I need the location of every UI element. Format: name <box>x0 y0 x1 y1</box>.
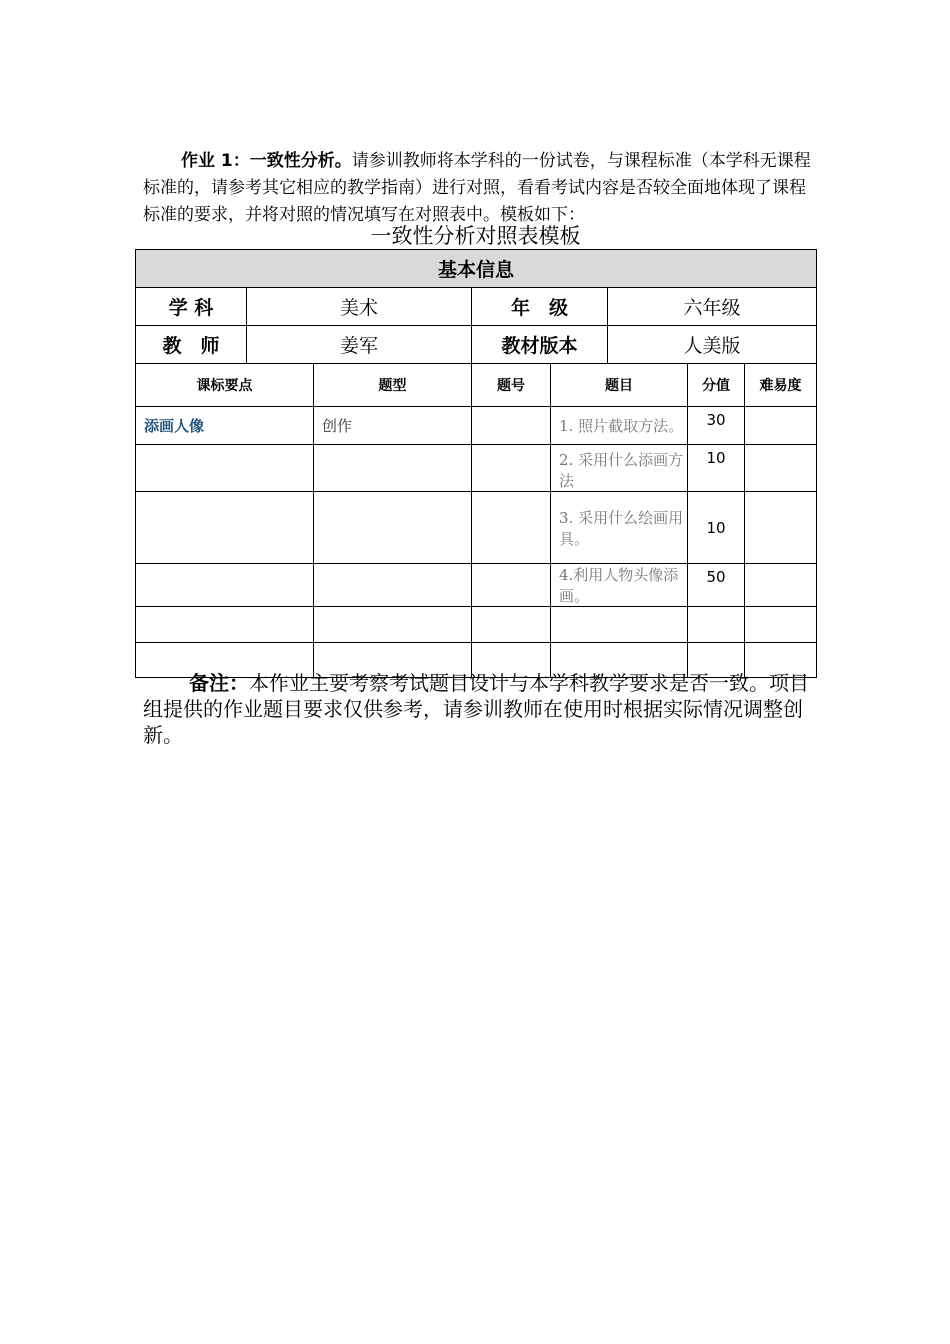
edition-value: 人美版 <box>608 326 817 364</box>
row-type <box>314 445 472 492</box>
row-point <box>136 445 314 492</box>
row-question: 3. 采用什么绘画用具。 <box>551 492 688 564</box>
row-number <box>472 564 551 607</box>
remark-body: 本作业主要考察考试题目设计与本学科教学要求是否一致。项目组提供的作业题目要求仅供参考，请参训教师在使用时根据实际情况调整创新。 <box>143 671 809 747</box>
row-point <box>136 492 314 564</box>
row-number <box>472 407 551 445</box>
grade-value: 六年级 <box>608 288 817 326</box>
assignment-lead: 作业 1：一致性分析。 <box>181 151 352 171</box>
col-header-difficulty: 难易度 <box>745 364 817 407</box>
basic-info-header: 基本信息 <box>136 250 817 288</box>
teacher-value: 姜军 <box>247 326 472 364</box>
col-header-type: 题型 <box>314 364 472 407</box>
col-header-point: 课标要点 <box>136 364 314 407</box>
col-header-score: 分值 <box>688 364 745 407</box>
subject-label: 学 科 <box>136 288 247 326</box>
row-point: 添画人像 <box>136 407 314 445</box>
col-header-question: 题目 <box>551 364 688 407</box>
row-score: 30 <box>688 407 745 445</box>
row-difficulty <box>745 407 817 445</box>
subject-value: 美术 <box>247 288 472 326</box>
row-number <box>472 492 551 564</box>
edition-label: 教材版本 <box>472 326 608 364</box>
remark-paragraph <box>143 670 823 748</box>
teacher-label: 教 师 <box>136 326 247 364</box>
row-difficulty <box>745 492 817 564</box>
grade-label: 年 级 <box>472 288 608 326</box>
table-title: 一致性分析对照表模板 <box>370 224 581 248</box>
row-type <box>314 564 472 607</box>
row-number <box>472 607 551 643</box>
assignment-intro <box>143 148 815 229</box>
assignment-body: 请参训教师将本学科的一份试卷，与课程标准（本学科无课程标准的，请参考其它相应的教学指南）进行对照，看看考试内容是否较全面地体现了课程标准的要求，并将对照的情况填写在对照表中。模板如下： <box>143 151 811 225</box>
row-score: 50 <box>688 564 745 607</box>
row-difficulty <box>745 445 817 492</box>
row-score: 10 <box>688 445 745 492</box>
row-point <box>136 564 314 607</box>
remark-label: 备注： <box>189 671 249 695</box>
row-score: 10 <box>688 492 745 564</box>
row-type <box>314 607 472 643</box>
row-difficulty <box>745 607 817 643</box>
row-question: 4.利用人物头像添画。 <box>551 564 688 607</box>
row-difficulty <box>745 564 817 607</box>
row-question: 1. 照片截取方法。 <box>551 407 688 445</box>
row-type <box>314 492 472 564</box>
comparison-table <box>135 249 817 678</box>
row-number <box>472 445 551 492</box>
row-point <box>136 607 314 643</box>
row-question <box>551 607 688 643</box>
row-type: 创作 <box>314 407 472 445</box>
col-header-number: 题号 <box>472 364 551 407</box>
row-score <box>688 607 745 643</box>
row-question: 2. 采用什么添画方法 <box>551 445 688 492</box>
